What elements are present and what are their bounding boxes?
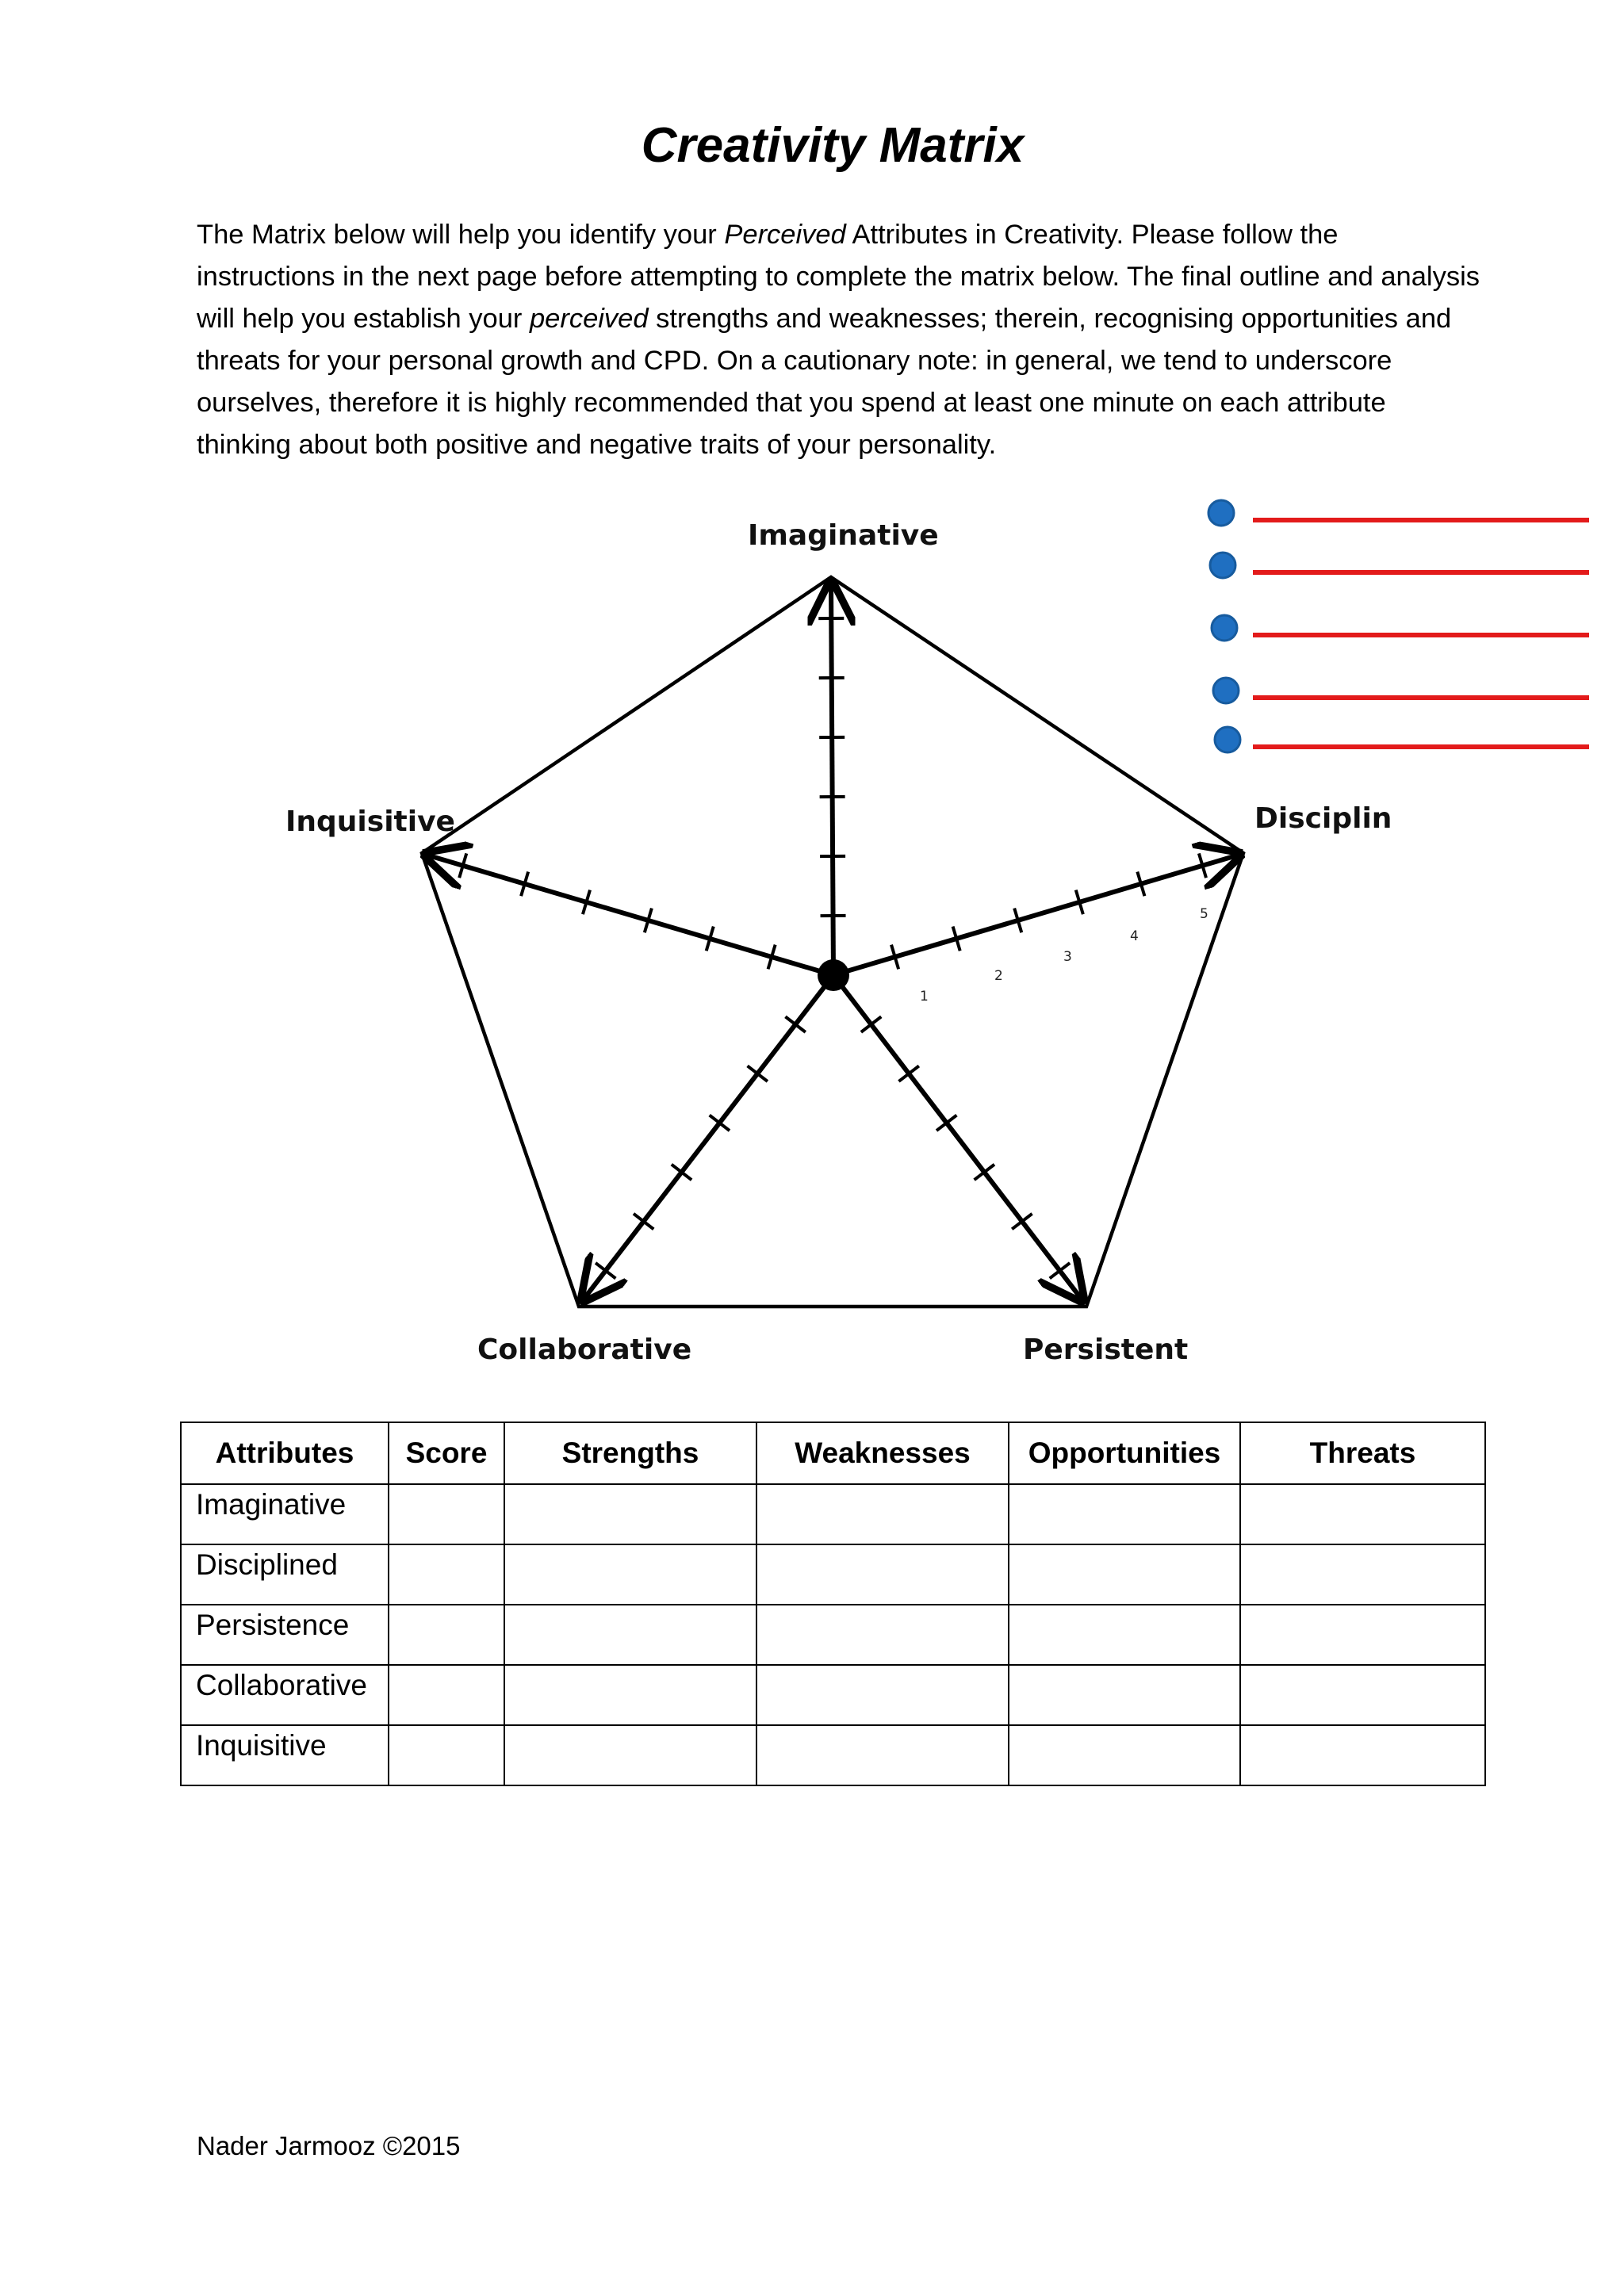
scale-numbers [920, 906, 1208, 1004]
score-cell[interactable] [389, 1484, 504, 1544]
attribute-cell: Imaginative [181, 1484, 389, 1544]
intro-emphasis-perceived-2: perceived [529, 304, 649, 334]
table-row [181, 1484, 1485, 1544]
strengths-cell[interactable] [504, 1665, 756, 1725]
header-strengths: Strengths [504, 1422, 756, 1484]
header-weaknesses: Weaknesses [756, 1422, 1009, 1484]
opportunities-cell[interactable] [1009, 1484, 1240, 1544]
header-threats: Threats [1240, 1422, 1485, 1484]
intro-text-3: strengths and weaknesses; therein, recognising opportunities and threats for your personal growth and CPD. On a cautionary note: in general, we tend to underscore ourselves, therefore it is highly recommended that you spend at least one minute on each attribute thinking about both positive and negative traits of your personality. [197, 304, 1452, 460]
axes-group [426, 583, 1239, 1300]
attribute-cell: Collaborative [181, 1665, 389, 1725]
legend-dot [1208, 500, 1234, 526]
weaknesses-cell[interactable] [756, 1725, 1009, 1785]
legend-dot [1215, 727, 1240, 752]
table-row [181, 1544, 1485, 1605]
threats-cell[interactable] [1240, 1484, 1485, 1544]
attribute-cell: Inquisitive [181, 1725, 389, 1785]
table-row [181, 1725, 1485, 1785]
table-row [181, 1605, 1485, 1665]
legend [1208, 500, 1589, 752]
attribute-cell: Persistence [181, 1605, 389, 1665]
intro-text-2: Attributes in Creativity. Please follow the instructions in the next page before attempting to complete the matrix below. The final outline and analysis will help you establish your [197, 220, 1480, 334]
threats-cell[interactable] [1240, 1665, 1485, 1725]
scale-label-4: 4 [1130, 928, 1139, 944]
scale-label-5: 5 [1200, 906, 1208, 922]
opportunities-cell[interactable] [1009, 1605, 1240, 1665]
scale-label-3: 3 [1063, 949, 1072, 965]
threats-cell[interactable] [1240, 1725, 1485, 1785]
strengths-cell[interactable] [504, 1544, 756, 1605]
header-attributes: Attributes [181, 1422, 389, 1484]
intro-emphasis-perceived: Perceived [724, 220, 846, 250]
header-opportunities: Opportunities [1009, 1422, 1240, 1484]
axis-label-persistent: Persistent [1023, 1334, 1189, 1366]
header-score: Score [389, 1422, 504, 1484]
scale-label-2: 2 [994, 968, 1003, 984]
legend-dot [1212, 615, 1237, 641]
weaknesses-cell[interactable] [756, 1605, 1009, 1665]
strengths-cell[interactable] [504, 1605, 756, 1665]
weaknesses-cell[interactable] [756, 1665, 1009, 1725]
footer-copyright: Nader Jarmooz ©2015 [197, 2131, 461, 2160]
legend-dot [1210, 553, 1235, 578]
swot-table [180, 1422, 1486, 1786]
center-point [818, 959, 849, 991]
score-cell[interactable] [389, 1544, 504, 1605]
opportunities-cell[interactable] [1009, 1725, 1240, 1785]
table-header-row [181, 1422, 1485, 1484]
table-row [181, 1665, 1485, 1725]
intro-text-1: The Matrix below will help you identify your [197, 220, 725, 250]
threats-cell[interactable] [1240, 1605, 1485, 1665]
axis-label-imaginative: Imaginative [748, 519, 939, 552]
attribute-cell: Disciplined [181, 1544, 389, 1605]
axis-label-collaborative: Collaborative [477, 1334, 692, 1366]
axis-label-disciplin: Disciplin [1254, 802, 1392, 835]
weaknesses-cell[interactable] [756, 1484, 1009, 1544]
page-title: Creativity Matrix [641, 118, 1025, 173]
weaknesses-cell[interactable] [756, 1544, 1009, 1605]
strengths-cell[interactable] [504, 1725, 756, 1785]
scale-label-1: 1 [920, 989, 929, 1004]
score-cell[interactable] [389, 1605, 504, 1665]
opportunities-cell[interactable] [1009, 1544, 1240, 1605]
axis-label-inquisitive: Inquisitive [285, 806, 455, 838]
legend-dot [1213, 678, 1239, 703]
opportunities-cell[interactable] [1009, 1665, 1240, 1725]
strengths-cell[interactable] [504, 1484, 756, 1544]
threats-cell[interactable] [1240, 1544, 1485, 1605]
score-cell[interactable] [389, 1665, 504, 1725]
score-cell[interactable] [389, 1725, 504, 1785]
